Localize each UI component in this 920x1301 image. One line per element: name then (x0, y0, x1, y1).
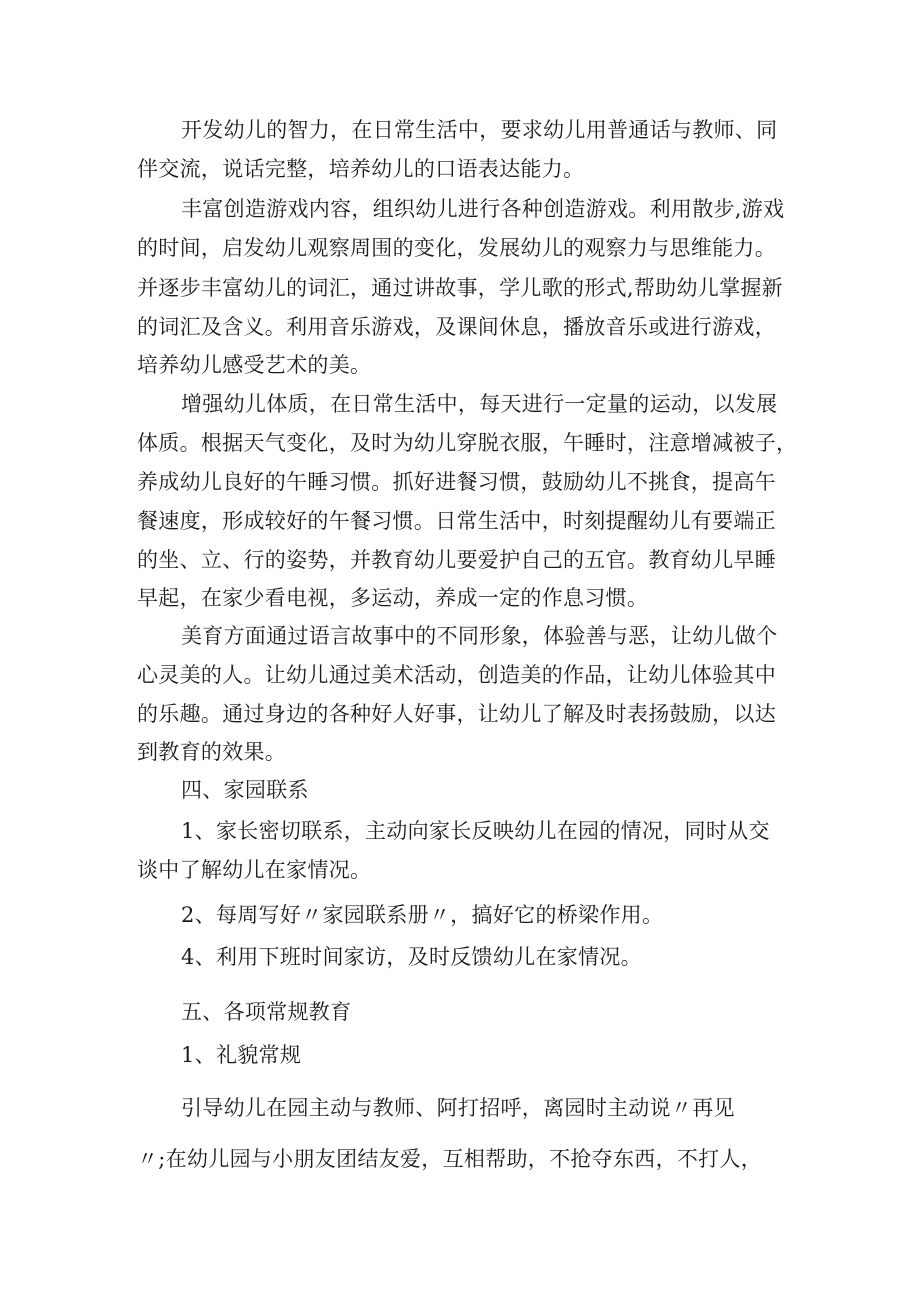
paragraph-line: 的坐、立、行的姿势，并教育幼儿要爱护自己的五官。教育幼儿早睡 (137, 548, 776, 572)
paragraph-line: 引导幼儿在园主动与教师、阿打招呼，离园时主动说〃再见 (181, 1096, 735, 1120)
paragraph-line: 并逐步丰富幼儿的词汇，通过讲故事，学儿歌的形式,帮助幼儿掌握新 (137, 276, 783, 300)
list-item: 4、利用下班时间家访，及时反馈幼儿在家情况。 (181, 945, 642, 969)
list-item: 2、每周写好〃家园联系册〃，搞好它的桥梁作用。 (181, 903, 664, 927)
paragraph-line: 的词汇及含义。利用音乐游戏，及课间休息，播放音乐或进行游戏， (137, 315, 776, 339)
paragraph-line: 到教育的效果。 (137, 740, 287, 764)
paragraph-line: 伴交流，说话完整，培养幼儿的口语表达能力。 (137, 157, 585, 181)
list-item: 1、家长密切联系，主动向家长反映幼儿在园的情况，同时从交 (181, 819, 770, 843)
section-heading: 五、各项常规教育 (181, 1000, 352, 1024)
paragraph-line: 开发幼儿的智力，在日常生活中，要求幼儿用普通话与教师、同 (181, 118, 778, 142)
paragraph-line: 〃;在幼儿园与小朋友团结友爱，互相帮助，不抢夺东西，不打人， (137, 1147, 763, 1171)
paragraph-line: 丰富创造游戏内容，组织幼儿进行各种创造游戏。利用散步,游戏 (181, 197, 785, 221)
paragraph-line: 心灵美的人。让幼儿通过美术活动，创造美的作品，让幼儿体验其中 (137, 663, 776, 687)
paragraph-line: 培养幼儿感受艺术的美。 (137, 353, 372, 377)
paragraph-line: 的时间，启发幼儿观察周围的变化，发展幼儿的观察力与思维能力。 (137, 236, 776, 260)
paragraph-line: 体质。根据天气变化，及时为幼儿穿脱衣服，午睡时，注意增减被子， (137, 431, 798, 455)
paragraph-line: 餐速度，形成较好的午餐习惯。日常生活中，时刻提醒幼儿有要端正 (137, 509, 776, 533)
subsection-heading: 1、礼貌常规 (181, 1043, 302, 1067)
list-item-continuation: 谈中了解幼儿在家情况。 (137, 858, 372, 882)
paragraph-line: 美育方面通过语言故事中的不同形象，体验善与恶，让幼儿做个 (181, 624, 778, 648)
paragraph-line: 增强幼儿体质，在日常生活中，每天进行一定量的运动，以发展 (181, 392, 778, 416)
paragraph-line: 养成幼儿良好的午睡习惯。抓好进餐习惯，鼓励幼儿不挑食，提高午 (137, 470, 776, 494)
paragraph-line: 早起，在家少看电视，多运动，养成一定的作息习惯。 (137, 586, 649, 610)
paragraph-line: 的乐趣。通过身边的各种好人好事，让幼儿了解及时表扬鼓励，以达 (137, 702, 776, 726)
section-heading: 四、家园联系 (181, 778, 309, 802)
